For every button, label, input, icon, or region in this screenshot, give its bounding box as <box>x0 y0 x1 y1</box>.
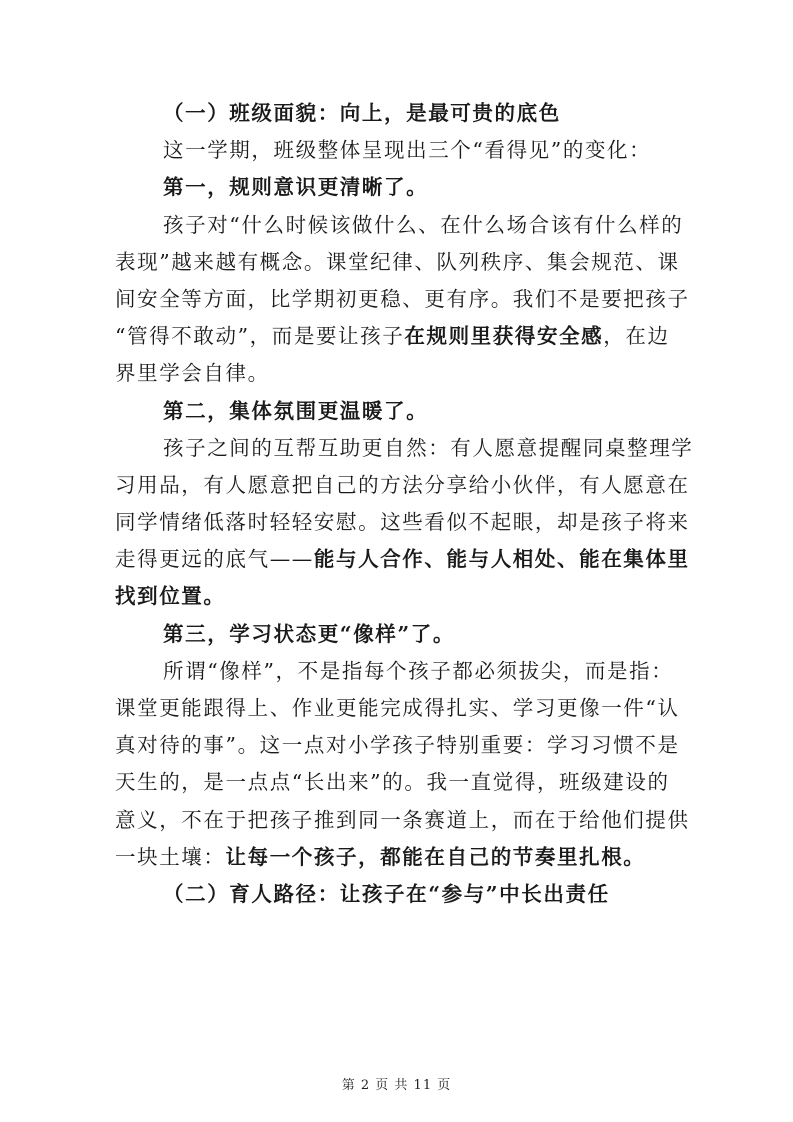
point-2-line: 孩子之间的互帮互助更自然：有人愿意提醒同桌整理学 <box>163 435 694 460</box>
point-1-line: 孩子对“什么时候该做什么、在什么场合该有什么样的 <box>163 212 684 237</box>
point-1-line: 界里学会自律。 <box>115 361 270 386</box>
point-3-line: 天生的，是一点点“长出来”的。我一直觉得，班级建设的 <box>115 770 670 795</box>
section-heading-1: （一）班级面貌：向上，是最可贵的底色 <box>163 101 561 125</box>
point-3-emphasis: 让每一个孩子，都能在自己的节奏里扎根。 <box>225 844 646 869</box>
point-3-line: 课堂更能跟得上、作业更能完成得扎实、学习更像一件“认 <box>115 696 680 720</box>
point-1-line: 表现”越来越有概念。课堂纪律、队列秩序、集会规范、课 <box>115 249 680 274</box>
paragraph-intro: 这一学期，班级整体呈现出三个“看得见”的变化： <box>163 138 652 163</box>
point-2-line: 习用品，有人愿意把自己的方法分享给小伙伴，有人愿意在 <box>115 472 690 497</box>
point-3-line <box>115 839 678 876</box>
point-1-line: 间安全等方面，比学期初更稳、更有序。我们不是要把孩子 <box>115 286 690 311</box>
point-2-title: 第二，集体氛围更温暖了。 <box>163 398 429 423</box>
point-3-text: 一块土壤： <box>115 844 226 869</box>
point-2-text: 走得更远的底气—— <box>115 547 314 572</box>
point-2-line: 同学情绪低落时轻轻安慰。这些看似不起眼，却是孩子将来 <box>115 510 690 535</box>
point-3-title: 第三，学习状态更“像样”了。 <box>163 621 455 646</box>
document-body <box>115 95 694 913</box>
point-1-line <box>115 318 678 355</box>
point-1-title: 第一，规则意识更清晰了。 <box>163 175 429 200</box>
point-2-emphasis: 能与人合作、能与人相处、能在集体里 <box>313 547 690 572</box>
point-1-text: “管得不敢动”，而是要让孩子 <box>115 324 405 349</box>
point-3-line: 意义，不在于把孩子推到同一条赛道上，而在于给他们提供 <box>115 807 690 832</box>
point-1-emphasis: 在规则里获得安全感 <box>404 324 604 349</box>
point-3-line: 真对待的事”。这一点对小学孩子特别重要：学习习惯不是 <box>115 733 680 758</box>
point-1-text: ，在边 <box>603 324 670 349</box>
point-2-line <box>115 541 690 578</box>
point-3-line: 所谓“像样”，不是指每个孩子都必须拔尖，而是指： <box>163 658 674 683</box>
page-number-footer: 第 2 页 共 11 页 <box>341 1078 452 1093</box>
section-heading-2: （二）育人路径：让孩子在“参与”中长出责任 <box>163 881 610 906</box>
point-2-line: 找到位置。 <box>115 584 226 609</box>
